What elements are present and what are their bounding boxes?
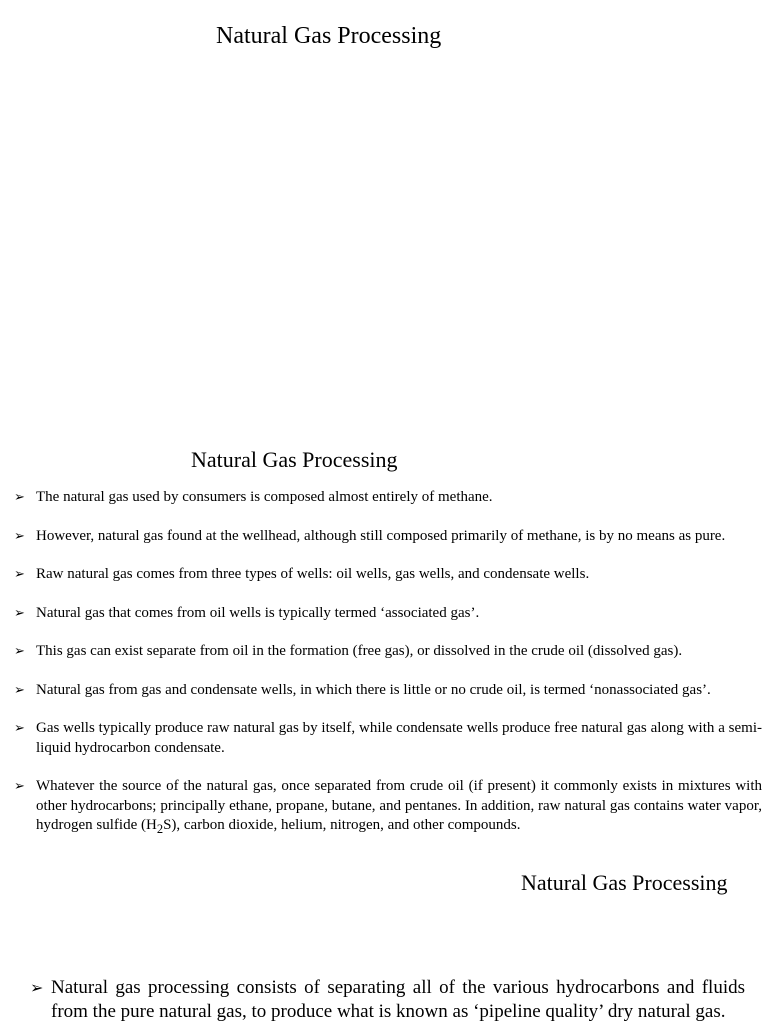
bullet-text: However, natural gas found at the wellhead, although still composed primarily of methane, is by no means as pure.	[36, 527, 726, 544]
arrow-bullet-icon: ➢	[14, 605, 25, 621]
slide-2-bullet-list	[14, 488, 762, 859]
list-item	[14, 604, 762, 624]
bullet-text: Gas wells typically produce raw natural gas by itself, while condensate wells produce free natural gas along with a semi-liquid hydrocarbon condensate.	[36, 720, 762, 756]
list-item	[30, 976, 745, 1023]
bullet-text: Natural gas that comes from oil wells is typically termed ‘associated gas’.	[36, 604, 480, 621]
arrow-bullet-icon: ➢	[14, 528, 25, 544]
arrow-bullet-icon: ➢	[14, 644, 25, 659]
list-item	[14, 527, 762, 547]
list-item	[14, 777, 762, 840]
arrow-bullet-icon: ➢	[14, 490, 25, 505]
bullet-text: Natural gas processing consists of separating all of the various hydrocarbons and fluids from the pure natural gas, to produce what is known as ‘pipeline quality’ dry natural gas.	[51, 977, 745, 1022]
bullet-text-part: Whatever the source of the natural gas, once separated from crude oil (if present) it commonly exists in mixtures with other hydrocarbons; principally ethane, propane, butane, and pentanes. In addition, raw natural gas contains water vapor, hydrogen sulfide (H	[36, 778, 762, 833]
slide-1-title: Natural Gas Processing	[216, 23, 442, 49]
list-item	[14, 565, 762, 585]
bullet-text: This gas can exist separate from oil in the formation (free gas), or dissolved in the crude oil (dissolved gas).	[36, 643, 683, 659]
bullet-text: Natural gas from gas and condensate wells, in which there is little or no crude oil, is termed ‘nonassociated gas’.	[36, 681, 711, 698]
bullet-text	[36, 778, 762, 836]
list-item	[14, 681, 762, 701]
arrow-bullet-icon: ➢	[14, 682, 25, 698]
arrow-bullet-icon: ➢	[14, 567, 25, 582]
slide-3-title: Natural Gas Processing	[521, 870, 728, 895]
list-item	[14, 642, 762, 662]
bullet-text: The natural gas used by consumers is composed almost entirely of methane.	[36, 489, 493, 505]
bullet-text-part: S), carbon dioxide, helium, nitrogen, and other compounds.	[163, 817, 521, 833]
arrow-bullet-icon: ➢	[30, 978, 44, 997]
subscript: 2	[156, 822, 164, 836]
slide-3-bullet-list	[30, 976, 745, 1023]
slide-2-title: Natural Gas Processing	[191, 447, 398, 472]
arrow-bullet-icon: ➢	[14, 721, 25, 736]
bullet-text: Raw natural gas comes from three types of wells: oil wells, gas wells, and condensate wells.	[36, 566, 590, 582]
list-item	[14, 488, 762, 508]
list-item	[14, 719, 762, 758]
arrow-bullet-icon: ➢	[14, 779, 25, 794]
